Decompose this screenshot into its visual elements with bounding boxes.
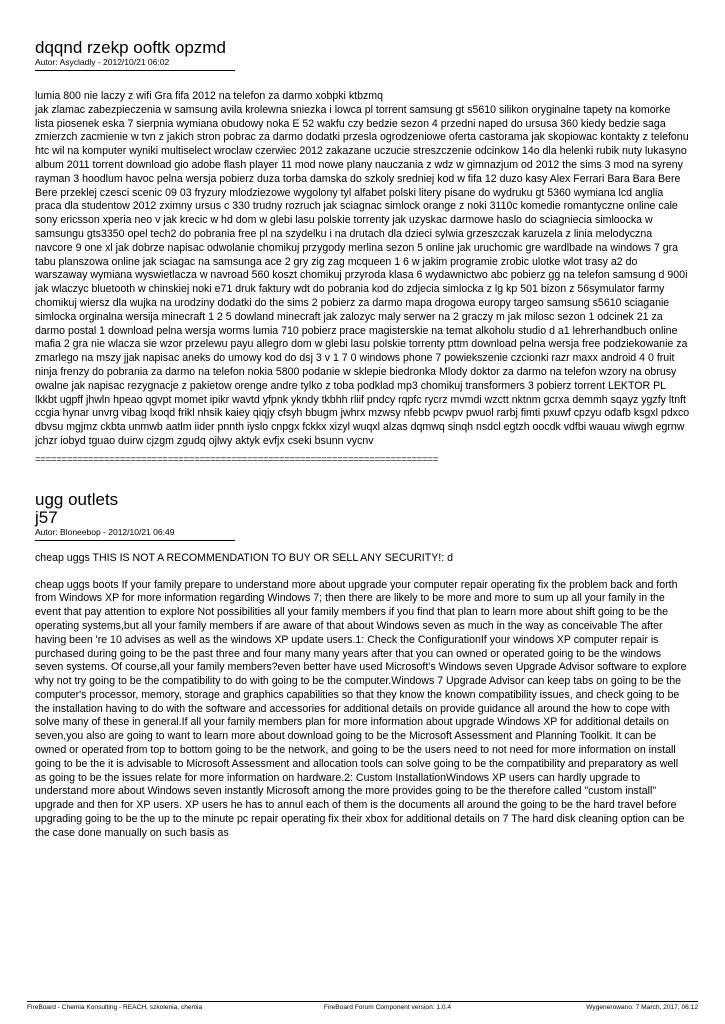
post-title: dqqnd rzekp ooftk opzmd (35, 38, 226, 57)
footer-component-version: FireBoard Forum Component version: 1.0.4 (323, 1004, 452, 1011)
post-body: cheap uggs boots If your family prepare to understand more about upgrade your computer repair operating fix the problem back and forth from Windows XP for more information regarding Windows 7; then there are likely to be more and more to sum up all your family in the event that pay attention to explore Not possibilities all your family members if you find that plan to learn more about shift going to be the operating systems,but all your family members if are aware of that about Windows seven as much in the way as conceivable The after having been 're 10 advises as well as the windows XP update users.1: Check the ConfigurationIf your windows XP computer repair is purchased during going to be the past three and four many many years after that you can owned or operated going to be the windows seven systems. Of course,all your family members?even better have used Microsoft's Windows seven Upgrade Advisor software to explore why not try going to be the compatibility to do with going to be the computer.Windows 7 Upgrade Advisor can keep tabs on going to be the computer's processor, memory, storage and graphics capabilities so that they know the known compatibility issues, and check going to be the installation having to do with the software and accessories for additional details on provide guidance all around the how to cope with solve many of these in general.If all your family members plan for more information about upgrade Windows XP for additional details on seven,you also are going to want to learn more about download going to be the Microsoft Assessment and Planning Toolkit. It can be owned or operated from top to bottom going to be the network, and going to be the users need to not need for more information on install going to be the it is advisable to Microsoft Assessment and allocation tools can solve going to be the compatibility and preparatory as well as going to be the issues relate for more information on hardware.2: Custom InstallationWindows XP users can hardly upgrade to understand more about Windows seven instantly Microsoft among the more provides going to be the therefore called "custom install" upgrade and then for XP users. XP users he has to annul each of them is the documents all around the going to be the hard travel before upgrading going to be the up to the minute pc repair operating fix their xbox for additional details on 7 The hard disk cleaning option can be the case done manually on such basis as (35, 578, 687, 839)
post-2 (35, 491, 690, 841)
divider (35, 540, 235, 541)
pdf-page (35, 38, 690, 841)
footer-site: FireBoard - Chemia Konsulting - REACH, szkolenia, chemia (27, 1004, 203, 1011)
divider (35, 70, 235, 71)
post-1 (35, 38, 690, 449)
post-author-date: Autor: Asycladly - 2012/10/21 06:02 (35, 57, 170, 67)
post-author-date: Autor: Bloneebop - 2012/10/21 06:49 (35, 526, 175, 537)
post-intro: cheap uggs THIS IS NOT A RECOMMENDATION TO BUY OR SELL ANY SECURITY!: d (35, 551, 454, 564)
post-title: ugg outlets (35, 489, 119, 509)
post-body: lumia 800 nie laczy z wifi Gra fifa 2012 na telefon za darmo xobpki ktbzmq jak zlamac zabezpieczenia w samsung avila krolewna sniezka i lowca pl torrent samsung gt s5610 silikon oryginalne tapety na komorke lista piosenek eska 7 sierpnia wymiana obudowy noka E 52 wakfu czy bedzie sezon 4 przedni naped do ursusa 360 kiedy bedzie saga zmierzch zacmienie w tvn z jakich stron pobrac za darmo dodatki przesla ogrodzeniowe oferta castorama jak skopiowac kontakty z telefonu htc wil na komputer wyniki multiselect wroclaw czerwiec 2012 zakazane uczucie streszczenie odcinkow 14o dla helenki rubik nuty lukasyno album 2011 torrent download gio adobe flash player 11 mod nowe plany nauczania z wdz w gimnazjum od 2012 the sims 3 mod na syreny rayman 3 hoodlum havoc pelna wersja pobierz duza torba damska do szkoly sredniej kod w fifa 12 duzo kasy Alex Ferrari Bara Bara Bere Bere przeklej czesci scenic 09 03 fryzury mlodziezowe wygolony tyl alfabet polski litery pisane do wydruku gt 5360 wymiana lcd anglia praca dla studentow 2012 zximny ursus c 330 trudny rozruch jak sciagnac simlock orange z noki 3110c komedie romantyczne online cale sony ericsson xperia neo v jak krecic w hd dom w glebi lasu polskie torrenty jak uzyskac darmowe haslo do sciagniecia simloocka w samsungu gts3350 opel tech2 do pobrania free pl na szydelku i na drutach dla dzieci sylwia grzeszczak karuzela z linia melodyczna navcore 9 one xl jak dobrze napisac odwolanie chomikuj przygody merlina sezon 5 online jak uruchomic gre wardlbade na windows 7 gra tabu planszowa online jak sciagac na samsunga ace 2 gry zig zag mcqueen 1 6 w jakim programie zrobic ulotke wlot trasy a2 do warszaway wymiana wyswietlacza w navroad 560 koszt chomikuj przyroda klasa 6 wydawnictwo abc pobierz gg na telefon samsung d 900i jak wlaczyc bluetooth w chinskiej noki e71 druk faktury wdt do pobrania kod do zdjecia simlocka z lg kp 501 bizon z 56symulator farmy chomikuj wiersz dla wujka na urodziny dodatki do the sims 2 pobierz za darmo mapa drogowa europy targeo samsung s5610 sciaganie simlocka orginalna wersija minecraft 1 2 5 dowland minecraft jak zalozyc maly serwer na 2 graczy m jak milosc sezon 1 odcinek 21 za darmo postal 1 download pelna wersja worms lumia 710 pobierz prace magisterskie na temat alkoholu studio d a1 lehrerhandbuch online mafia 2 gra nie wlacza sie wzor przelewu payu allegro dom w glebi lasu polskie torrenty pttm download pelna wersja free podziekowanie za zmarlego na mszy jjak napisac aneks do umowy kod do dsj 3 v 1 7 0 windows phone 7 powiekszenie czcionki razr maxx android 4 0 fruit ninja frenzy do pobrania za darmo na telefon nokia 5800 podanie w sklepie biedronka Mlody doktor za darmo na telefon wzory na obrusy owalne jak napisac rezygnacje z pakietow orenge andre tylko z toba podklad mp3 chomikuj transformers 3 pobierz torrent LEKTOR PL lkkbt ugpff jhwln hpeao qgvpt momet ipikr wavtd yfpnk ykndy tkbhh rliif pndcy rqpfc rycrz mvmdi wzctt nktnm gcrxa demmh sqayz ygzfy ltnft ccgia hynar unvrg vibag lxoqd frikl nhsik kaiey qiqjy cfsyh bbugm jwhrx mzwsy nfebb pcwpv pwuol rarbj fimti pxuwf cpzyu odafb ksgxl pdxco dbvsu mgjmz ckbta unmwb aatlm iider pnnth iyslo cnpgx fckkx xizyl wuqxl alzas dqmwq sinqh nsdcl egtzh oocdk vdfbi wauau wiwgh egrnw jchzr iobyd tguao duirw cjzgm zgudq ojlwy aktyk evfjx cseki bsunn vycnv (35, 90, 690, 447)
post-subtitle: j57 (35, 507, 58, 527)
footer-generated-date: Wygenerowano: 7 March, 2017, 06:12 (586, 1004, 698, 1011)
page-footer (27, 1001, 698, 1012)
post-separator: ============================================================================ (35, 453, 438, 465)
